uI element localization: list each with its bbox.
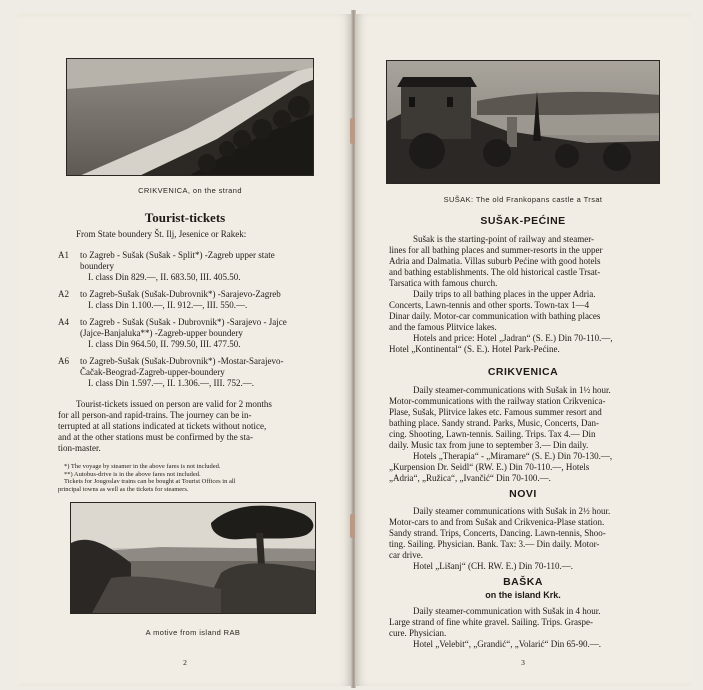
footnote: *) The voyage by steamer in the above fares is not included. [64,463,221,470]
route-line: to Zagreb-Sušak (Sušak-Dubrovnik*) -Mostar-Sarajevo- [80,356,284,366]
route-code: A6 [58,356,69,366]
text-line: Tourist-tickets issued on person are valid for 2 months [76,399,272,409]
text-line: „Kurpension Dr. Seidl“ (RW. E.) Din 70-110.—, Hotels [389,462,590,472]
text-line: car drive. [389,550,423,560]
route-a2 [58,289,340,311]
text-line: Sandy strand. Trips, Concerts, Dancing. Lawn-tennis, Shoo- [389,528,606,538]
route-line: to Zagreb - Sušak (Sušak - Dubrovnik*) -Sarajevo - Jajce [80,317,287,327]
route-a6 [58,356,340,389]
footnote: principal towns as well as the tickets for steamers. [58,485,189,493]
section-title-susak: SUŠAK-PEĆINE [480,215,566,227]
rab-island-photo [70,502,316,614]
route-line: boundery [80,261,114,271]
route-line: to Zagreb - Sušak (Sušak - Split*) -Zagreb upper state [80,250,275,260]
section-body-crikvenica [389,385,657,484]
text-line: Sušak is the starting-point of railway and steamer- [413,234,595,244]
photo-caption: CRIKVENICA, on the strand [138,186,242,195]
trsat-castle-photo [386,60,660,184]
route-a4 [58,317,340,350]
text-line: Hotels „Therapia“ - „Miramare“ (S. E.) Din 70-130.—, [413,451,613,461]
text-line: Daily steamer communications with Sušak in 2½ hour. [413,506,611,516]
text-line: and at the other stations must be confirmed by the sta- [58,432,253,442]
text-line: and the famous Plitvice lakes. [389,322,497,332]
text-line: Large strand of fine white gravel. Sailing. Trips. Graspe- [389,617,594,627]
route-code: A2 [58,289,69,299]
route-prices: I. class Din 964.50, II. 799.50, III. 477.50. [88,339,241,349]
section-body-susak [389,234,657,355]
section-title-novi: NOVI [509,488,537,500]
route-prices: I. class Din 1.597.—, II. 1.306.—, III. 752.—. [88,378,254,388]
section-title-crikvenica: CRIKVENICA [487,366,559,378]
page-title: Tourist-tickets [144,210,226,225]
text-line: Dinar daily. Motor-car communication with bathing places [389,311,601,321]
photo-caption: SUŠAK: The old Frankopans castle a Trsat [443,195,603,204]
text-line: and bathing establishments. The old historical castle Trsat- [389,267,601,277]
text-line: Tarsatica with famous church. [389,278,498,288]
footnotes [58,463,340,493]
footnote: **) Autobus-drive is in the above fares not included. [64,470,201,478]
text-line: Hotels and price: Hotel „Jadran“ (S. E.) Din 70-110.—, [413,333,613,343]
text-line: terrupted at all stations indicated at tickets without notice, [58,421,267,431]
text-line: Daily steamer-communication with Sušak in 4 hour. [413,606,601,616]
route-line: Čačak-Beograd-Zagreb-upper-boundery [80,367,225,377]
text-line: Concerts, Lawn-tennis and other sports. Town-tax 1—4 [389,300,590,310]
text-line: Daily steamer-communications with Sušak in 1½ hour. [413,385,611,395]
photo-caption: A motive from island RAB [145,628,241,637]
text-line: for all person-and rapid-trains. The journey can be in- [58,410,252,420]
text-line: daily. Music tax from june to september 3.— Din daily. [389,440,589,450]
crikvenica-strand-photo [66,58,314,176]
section-title-baska: BAŠKA [503,576,543,588]
text-line: Hotel „Lišanj“ (CH. RW. E.) Din 70-110.—. [413,561,574,571]
page-number: 3 [521,658,525,667]
text-line: cure. Physician. [389,628,447,638]
text-line: Adria and Dalmatia. Villas suburb Pećine with good hotels [389,256,601,266]
text-line: cing. Shooting, Lawn-tennis. Sailing. Trips. Tax 4.— Din [389,429,596,439]
text-line: Hotel „Velebit“, „Grandić“, „Volarić“ Din 65-90.—. [413,639,602,649]
intro-text: From State boundery Št. Ilj, Jesenice or Rakek: [76,229,247,239]
route-prices: I. class Din 1.100.—, II. 912.—, III. 550.—. [88,300,248,310]
text-line: Plase, Sušak, Plitvice lakes etc. Famous summer resort and [389,407,602,417]
text-line: „Adria“, „Ružica“, „Ivančić“ Din 70-100.—. [389,473,551,483]
text-line: tion-master. [58,443,101,453]
text-line: Motor-communications with the railway station Crikvenica- [389,396,606,406]
route-code: A4 [58,317,69,327]
text-line: lines for all bathing places and summer-resorts in the upper [389,245,603,255]
route-line: (Jajce-Banjaluka**) -Zagreb-upper boundery [80,328,243,338]
section-body-novi [389,506,657,572]
footnote: Tickets for Jougoslav trains can be bought at Tourist Offices in all [64,478,236,485]
route-prices: I. class Din 829.—, II. 683.50, III. 405.50. [88,272,241,282]
page-number: 2 [183,658,187,667]
text-line: bathing place. Sandy strand. Parks, Music, Concerts, Dan- [389,418,599,428]
left-page [18,14,352,686]
text-line: ting. Sailing. Physician. Bank. Tax: 3.— Din daily. Motor- [389,539,600,549]
text-line: Daily trips to all bathing places in the upper Adria. [413,289,596,299]
route-code: A1 [58,250,69,260]
text-line: Hotel „Kontinental“ (S. E.). Hotel Park-Pećine. [389,344,560,354]
route-a1 [58,250,340,283]
validity-text [58,399,340,454]
section-subtitle-baska: on the island Krk. [485,590,561,600]
route-line: to Zagreb-Sušak (Sušak-Dubrovnik*) -Sarajevo-Zagreb [80,289,281,299]
section-body-baska [389,606,657,650]
right-page [355,14,691,686]
text-line: Motor-cars to and from Sušak and Crikvenica-Plase station. [389,517,605,527]
